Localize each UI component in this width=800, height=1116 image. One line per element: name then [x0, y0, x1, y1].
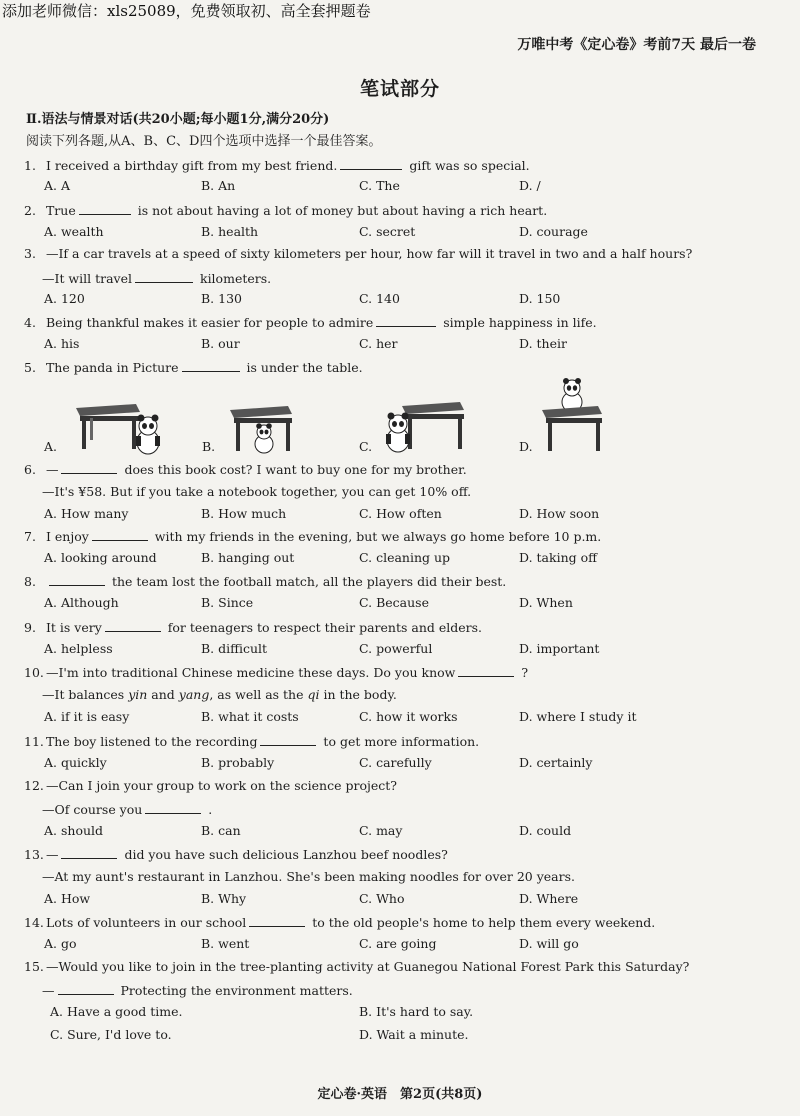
question-text: The panda in Picture: [42, 360, 179, 375]
question-text: is under the table.: [242, 360, 363, 375]
question-3-option-b[interactable]: B. 130: [201, 291, 242, 306]
answer-blank[interactable]: [182, 359, 240, 372]
question-5-line-1: [24, 359, 363, 375]
question-13-option-c[interactable]: C. Who: [359, 891, 405, 906]
question-2-line-1: [24, 202, 547, 218]
question-15-option-b[interactable]: B. It's hard to say.: [359, 1004, 474, 1019]
question-text: —Can I join your group to work on the science project?: [42, 778, 397, 793]
question-text: —It balances yin and yang, as well as the qi in the body.: [42, 687, 397, 702]
question-6-option-a[interactable]: A. How many: [44, 506, 129, 521]
question-1-option-d[interactable]: D. /: [519, 178, 541, 193]
question-text: —: [42, 983, 55, 998]
panda-icon: [386, 413, 410, 453]
question-8-option-d[interactable]: D. When: [519, 595, 573, 610]
question-12-option-c[interactable]: C. may: [359, 823, 403, 838]
question-number: 1.: [24, 158, 36, 173]
question-text: ?: [517, 665, 529, 680]
question-13-option-b[interactable]: B. Why: [201, 891, 247, 906]
question-12-option-b[interactable]: B. can: [201, 823, 241, 838]
question-10-option-a[interactable]: A. if it is easy: [44, 709, 130, 724]
q5-pic-d-label: D.: [519, 439, 533, 454]
question-text: I received a birthday gift from my best friend.: [42, 158, 338, 173]
question-14-option-c[interactable]: C. are going: [359, 936, 437, 951]
question-4-option-a[interactable]: A. his: [44, 336, 80, 351]
question-6-option-b[interactable]: B. How much: [201, 506, 287, 521]
answer-blank[interactable]: [58, 982, 114, 995]
question-text: to the old people's home to help them every weekend.: [308, 915, 656, 930]
panda-icon: [562, 378, 582, 412]
question-text: Being thankful makes it easier for people to admire: [42, 315, 374, 330]
question-3-line-2: [42, 270, 271, 286]
question-13-option-d[interactable]: D. Where: [519, 891, 579, 906]
question-12-option-a[interactable]: A. should: [44, 823, 104, 838]
question-number: 5.: [24, 360, 36, 375]
question-text: The boy listened to the recording: [42, 734, 258, 749]
question-text: the team lost the football match, all the players did their best.: [107, 574, 507, 589]
table-icon: [542, 406, 602, 451]
question-7-option-b[interactable]: B. hanging out: [201, 550, 295, 565]
answer-blank[interactable]: [458, 664, 514, 677]
question-12-option-d[interactable]: D. could: [519, 823, 572, 838]
question-6-option-d[interactable]: D. How soon: [519, 506, 600, 521]
question-2-option-d[interactable]: D. courage: [519, 224, 588, 239]
question-text: —: [42, 847, 59, 862]
answer-blank[interactable]: [145, 801, 201, 814]
question-12-line-1: [24, 778, 397, 793]
question-text: Lots of volunteers in our school: [42, 915, 247, 930]
question-number: 4.: [24, 315, 36, 330]
question-1-option-c[interactable]: C. The: [359, 178, 400, 193]
question-11-option-d[interactable]: D. certainly: [519, 755, 593, 770]
question-9-line-1: [24, 619, 482, 635]
answer-blank[interactable]: [260, 733, 316, 746]
q5-picture-c: [384, 398, 474, 456]
question-number: 9.: [24, 620, 36, 635]
question-3-line-1: [24, 246, 692, 261]
question-number: 3.: [24, 246, 36, 261]
question-number: 10.: [24, 665, 44, 680]
question-10-line-2: [42, 687, 397, 702]
question-text: simple happiness in life.: [439, 315, 597, 330]
question-2-option-c[interactable]: C. secret: [359, 224, 416, 239]
question-13-line-1: [24, 846, 448, 862]
question-text: —It's ¥58. But if you take a notebook together, you can get 10% off.: [42, 484, 472, 499]
question-1-option-b[interactable]: B. An: [201, 178, 236, 193]
question-3-option-a[interactable]: A. 120: [44, 291, 85, 306]
question-text: is not about having a lot of money but about having a rich heart.: [133, 203, 548, 218]
question-13-line-2: [42, 869, 575, 884]
question-9-option-d[interactable]: D. important: [519, 641, 600, 656]
question-text: does this book cost? I want to buy one for my brother.: [120, 462, 467, 477]
question-8-option-b[interactable]: B. Since: [201, 595, 254, 610]
question-text: with my friends in the evening, but we always go home before 10 p.m.: [150, 529, 602, 544]
question-2-option-a[interactable]: A. wealth: [44, 224, 104, 239]
question-text: True: [42, 203, 76, 218]
question-number: 14.: [24, 915, 44, 930]
question-13-option-a[interactable]: A. How: [44, 891, 91, 906]
answer-blank[interactable]: [92, 528, 148, 541]
question-15-line-1: [24, 959, 689, 974]
q5-picture-d: [540, 378, 614, 456]
question-14-option-d[interactable]: D. will go: [519, 936, 579, 951]
question-11-line-1: [24, 733, 479, 749]
answer-blank[interactable]: [61, 846, 117, 859]
question-number: 12.: [24, 778, 44, 793]
question-text: Protecting the environment matters.: [116, 983, 353, 998]
q5-pic-a-label: A.: [44, 439, 58, 454]
answer-blank[interactable]: [61, 461, 117, 474]
question-10-option-b[interactable]: B. what it costs: [201, 709, 299, 724]
question-4-line-1: [24, 314, 597, 330]
q5-picture-a: [70, 400, 170, 456]
question-number: 8.: [24, 574, 36, 589]
question-1-option-a[interactable]: A. A: [44, 178, 71, 193]
question-10-line-1: [24, 664, 528, 680]
question-7-line-1: [24, 528, 601, 544]
question-number: 6.: [24, 462, 36, 477]
question-number: 11.: [24, 734, 44, 749]
answer-blank[interactable]: [79, 202, 131, 215]
question-14-option-a[interactable]: A. go: [44, 936, 77, 951]
question-text: —Of course you: [42, 802, 143, 817]
panda-icon: [255, 423, 273, 453]
question-text: .: [204, 802, 213, 817]
question-3-option-d[interactable]: D. 150: [519, 291, 561, 306]
question-9-option-b[interactable]: B. difficult: [201, 641, 268, 656]
table-icon: [76, 404, 140, 449]
question-11-option-c[interactable]: C. carefully: [359, 755, 432, 770]
question-number: 7.: [24, 529, 36, 544]
question-text: [42, 574, 46, 589]
question-14-option-b[interactable]: B. went: [201, 936, 250, 951]
question-4-option-d[interactable]: D. their: [519, 336, 567, 351]
question-text: —It will travel: [42, 271, 133, 286]
question-number: 2.: [24, 203, 36, 218]
question-11-option-b[interactable]: B. probably: [201, 755, 275, 770]
question-6-line-1: [24, 461, 467, 477]
question-4-option-c[interactable]: C. her: [359, 336, 398, 351]
question-text: It is very: [42, 620, 102, 635]
question-text: —Would you like to join in the tree-planting activity at Guanegou National Forest Park this Saturday?: [42, 959, 690, 974]
answer-blank[interactable]: [249, 914, 305, 927]
q5-picture-b: [226, 402, 306, 456]
q5-pic-b-label: B.: [202, 439, 216, 454]
question-15-line-2: [42, 982, 353, 998]
question-text: —: [42, 462, 59, 477]
question-2-option-b[interactable]: B. health: [201, 224, 259, 239]
question-text: did you have such delicious Lanzhou beef noodles?: [120, 847, 448, 862]
table-icon: [402, 402, 464, 449]
question-6-option-c[interactable]: C. How often: [359, 506, 442, 521]
question-7-option-c[interactable]: C. cleaning up: [359, 550, 451, 565]
question-15-option-a[interactable]: A. Have a good time.: [50, 1004, 183, 1019]
question-number: 13.: [24, 847, 44, 862]
question-9-option-a[interactable]: A. helpless: [44, 641, 113, 656]
question-10-option-d[interactable]: D. where I study it: [519, 709, 637, 724]
question-15-option-c[interactable]: C. Sure, I'd love to.: [50, 1027, 172, 1042]
section-instruction: 阅读下列各题,从A、B、C、D四个选项中选择一个最佳答案。: [26, 134, 382, 149]
question-14-line-1: [24, 914, 655, 930]
question-1-line-1: [24, 157, 530, 173]
answer-blank[interactable]: [105, 619, 161, 632]
question-8-line-1: [24, 573, 506, 589]
question-text: to get more information.: [319, 734, 480, 749]
answer-blank[interactable]: [49, 573, 105, 586]
watermark-text: 添加老师微信：xls25089，免费领取初、高全套押题卷: [2, 2, 371, 20]
question-text: I enjoy: [42, 529, 89, 544]
question-text: —At my aunt's restaurant in Lanzhou. She's been making noodles for over 20 years.: [42, 869, 576, 884]
question-9-option-c[interactable]: C. powerful: [359, 641, 433, 656]
question-12-line-2: [42, 801, 212, 817]
question-8-option-c[interactable]: C. Because: [359, 595, 429, 610]
question-8-option-a[interactable]: A. Although: [44, 595, 119, 610]
question-3-option-c[interactable]: C. 140: [359, 291, 400, 306]
question-text: —I'm into traditional Chinese medicine these days. Do you know: [42, 665, 456, 680]
question-text: gift was so special.: [405, 158, 530, 173]
question-text: for teenagers to respect their parents and elders.: [163, 620, 483, 635]
question-6-line-2: [42, 484, 471, 499]
question-15-option-d[interactable]: D. Wait a minute.: [359, 1027, 469, 1042]
panda-icon: [136, 415, 160, 455]
answer-blank[interactable]: [376, 314, 436, 327]
question-10-option-c[interactable]: C. how it works: [359, 709, 458, 724]
question-text: —If a car travels at a speed of sixty kilometers per hour, how far will it travel in two and a half hours?: [42, 246, 693, 261]
section-heading: Ⅱ.语法与情景对话(共20小题;每小题1分,满分20分): [26, 112, 330, 127]
question-7-option-a[interactable]: A. looking around: [44, 550, 157, 565]
question-11-option-a[interactable]: A. quickly: [44, 755, 107, 770]
question-7-option-d[interactable]: D. taking off: [519, 550, 598, 565]
page-footer: 定心卷·英语 第2页(共8页): [317, 1087, 483, 1102]
answer-blank[interactable]: [340, 157, 402, 170]
question-4-option-b[interactable]: B. our: [201, 336, 240, 351]
page-header: 万唯中考《定心卷》考前7天 最后一卷: [517, 37, 756, 53]
question-text: kilometers.: [196, 271, 272, 286]
q5-pic-c-label: C.: [359, 439, 373, 454]
answer-blank[interactable]: [135, 270, 193, 283]
question-number: 15.: [24, 959, 44, 974]
page-title: 笔试部分: [359, 78, 440, 100]
